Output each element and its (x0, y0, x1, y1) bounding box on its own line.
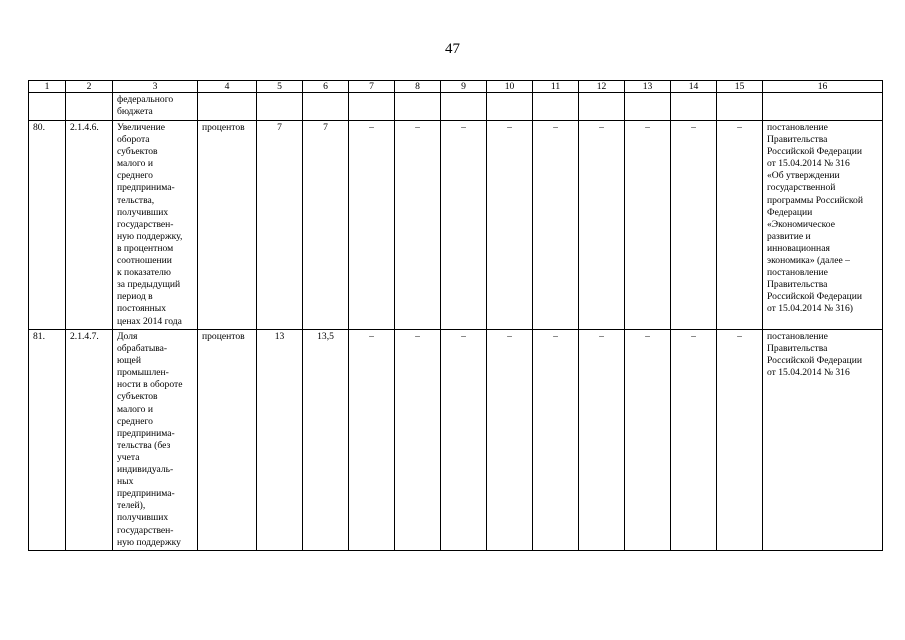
row-number: 81. (29, 330, 66, 551)
value-cell: – (395, 121, 441, 330)
value-cell (533, 93, 579, 121)
header-cell: 5 (257, 81, 303, 93)
row-code (66, 93, 113, 121)
indicators-table (28, 80, 883, 551)
value-cell (579, 93, 625, 121)
value-col5: 13 (257, 330, 303, 551)
header-cell: 2 (66, 81, 113, 93)
header-cell: 11 (533, 81, 579, 93)
value-cell: – (717, 121, 763, 330)
value-cell (717, 93, 763, 121)
row-number: 80. (29, 121, 66, 330)
header-cell: 3 (113, 81, 198, 93)
row-code: 2.1.4.6. (66, 121, 113, 330)
value-cell: – (349, 330, 395, 551)
source-cell: постановление Правительства Российской Федерации от 15.04.2014 № 316 (763, 330, 883, 551)
value-cell: – (579, 121, 625, 330)
header-cell: 12 (579, 81, 625, 93)
value-cell: – (533, 121, 579, 330)
value-cell (487, 93, 533, 121)
value-cell (441, 93, 487, 121)
unit-cell: процентов (198, 121, 257, 330)
value-cell: – (441, 330, 487, 551)
value-col5: 7 (257, 121, 303, 330)
indicator-name: Увеличение оборота субъектов малого и среднего предпринима- тельства, получивших государствен- ную поддержку, в процентном соотношении к показателю за предыдущий период в постоянных ценах 2014 года (113, 121, 198, 330)
value-cell: – (625, 330, 671, 551)
page-number: 47 (445, 41, 460, 57)
table-row (29, 93, 883, 121)
value-cell: – (487, 121, 533, 330)
value-cell (671, 93, 717, 121)
header-cell: 15 (717, 81, 763, 93)
value-cell: – (533, 330, 579, 551)
header-cell: 9 (441, 81, 487, 93)
header-cell: 4 (198, 81, 257, 93)
row-number (29, 93, 66, 121)
value-cell: – (625, 121, 671, 330)
unit-cell: процентов (198, 330, 257, 551)
header-cell: 14 (671, 81, 717, 93)
header-cell: 13 (625, 81, 671, 93)
value-col6: 7 (303, 121, 349, 330)
unit-cell (198, 93, 257, 121)
value-cell (395, 93, 441, 121)
value-cell: – (441, 121, 487, 330)
header-cell: 10 (487, 81, 533, 93)
table-row (29, 330, 883, 551)
header-cell: 1 (29, 81, 66, 93)
header-cell: 6 (303, 81, 349, 93)
value-cell: – (487, 330, 533, 551)
value-cell (625, 93, 671, 121)
indicator-name: федерального бюджета (113, 93, 198, 121)
header-cell: 16 (763, 81, 883, 93)
value-cell: – (579, 330, 625, 551)
header-row (29, 81, 883, 93)
value-cell: – (717, 330, 763, 551)
table-row (29, 121, 883, 330)
value-cell: – (671, 121, 717, 330)
source-cell (763, 93, 883, 121)
header-cell: 8 (395, 81, 441, 93)
header-cell: 7 (349, 81, 395, 93)
value-cell: – (395, 330, 441, 551)
value-col6: 13,5 (303, 330, 349, 551)
source-cell: постановление Правительства Российской Федерации от 15.04.2014 № 316 «Об утверждении государственной программы Российской Федерации «Экономическое развитие и инновационная экономика» (далее – постановление Правительства Российской Федерации от 15.04.2014 № 316) (763, 121, 883, 330)
value-cell: – (349, 121, 395, 330)
value-col5 (257, 93, 303, 121)
value-cell (349, 93, 395, 121)
row-code: 2.1.4.7. (66, 330, 113, 551)
value-col6 (303, 93, 349, 121)
value-cell: – (671, 330, 717, 551)
indicator-name: Доля обрабатыва- ющей промышлен- ности в обороте субъектов малого и среднего предпринима- тельства (без учета индивидуаль- ных предпринима- телей), получивших государствен- ную поддержку (113, 330, 198, 551)
